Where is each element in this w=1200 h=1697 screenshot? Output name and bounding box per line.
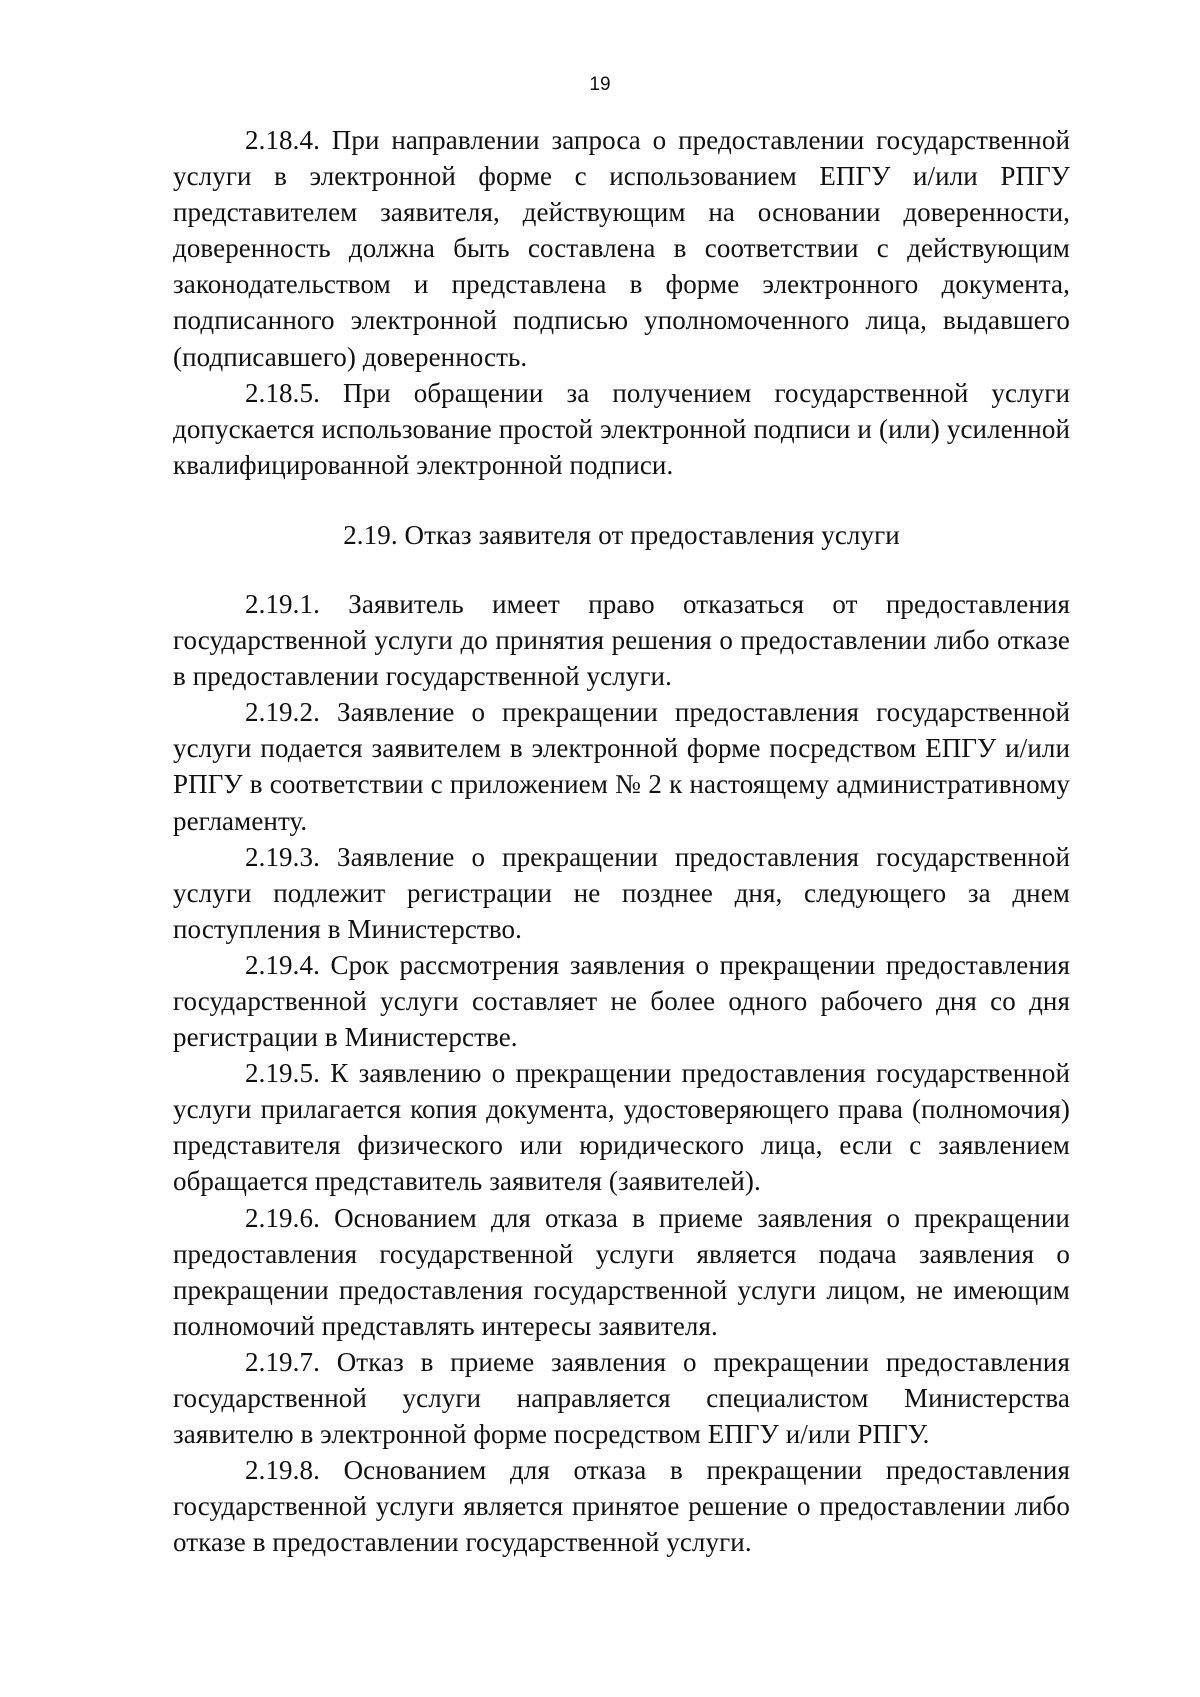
paragraph-2-19-1: 2.19.1. Заявитель имеет право отказаться от предоставления государственной услуги до принятия решения о предоставлении либо отказе в предоставлении государственной услуги. bbox=[173, 588, 1070, 692]
paragraph-2-19-8: 2.19.8. Основанием для отказа в прекращении предоставления государственной услуги является принятое решение о предоставлении либо отказе в предоставлении государственной услуги. bbox=[173, 1455, 1070, 1558]
paragraph-2-19-2: 2.19.2. Заявление о прекращении предоставления государственной услуги подается заявителем в электронной форме посредством ЕПГУ и/или РПГУ в соответствии с приложением № 2 к настоящему административному регламенту. bbox=[173, 697, 1070, 836]
section-heading: 2.19. Отказ заявителя от предоставления услуги bbox=[343, 519, 900, 550]
paragraph-2-18-5: 2.18.5. При обращении за получением государственной услуги допускается использование простой электронной подписи и (или) усиленной квалифицированной электронной подписи. bbox=[173, 377, 1070, 480]
page-number: 19 bbox=[589, 74, 611, 95]
paragraph-2-19-4: 2.19.4. Срок рассмотрения заявления о прекращении предоставления государственной услуги составляет не более одного рабочего дня со дня регистрации в Министерстве. bbox=[173, 949, 1070, 1053]
document-body bbox=[173, 122, 1070, 1560]
paragraph-2-18-4: 2.18.4. При направлении запроса о предоставлении государственной услуги в электронной форме с использованием ЕПГУ и/или РПГУ представителем заявителя, действующим на основании доверенности, доверенность должна быть составлена в соответствии с действующим законодательством и представлена в форме электронного документа, подписанного электронной подписью уполномоченного лица, выдавшего (подписавшего) доверенность. bbox=[173, 125, 1070, 372]
paragraph-2-19-5: 2.19.5. К заявлению о прекращении предоставления государственной услуги прилагается копия документа, удостоверяющего права (полномочия) представителя физического или юридического лица, если с заявлением обращается представитель заявителя (заявителей). bbox=[173, 1058, 1070, 1197]
paragraph-2-19-3: 2.19.3. Заявление о прекращении предоставления государственной услуги подлежит регистрации не позднее дня, следующего за днем поступления в Министерство. bbox=[173, 841, 1070, 944]
paragraph-2-19-6: 2.19.6. Основанием для отказа в приеме заявления о прекращении предоставления государственной услуги является подача заявления о прекращении предоставления государственной услуги лицом, не имеющим полномочий представлять интересы заявителя. bbox=[173, 1202, 1070, 1341]
paragraph-2-19-7: 2.19.7. Отказ в приеме заявления о прекращении предоставления государственной услуги направляется специалистом Министерства заявителю в электронной форме посредством ЕПГУ и/или РПГУ. bbox=[173, 1346, 1070, 1450]
